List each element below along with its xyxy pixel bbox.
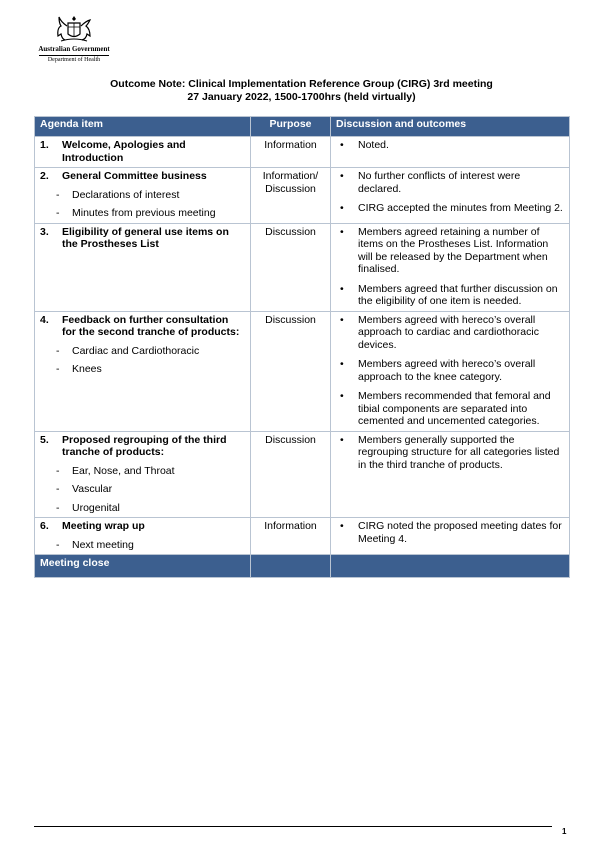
meeting-close-empty-cell xyxy=(331,555,570,578)
title-line-1: Outcome Note: Clinical Implementation Reference Group (CIRG) 3rd meeting xyxy=(110,78,493,90)
bullet-glyph: • xyxy=(340,390,344,402)
title-line-2: 27 January 2022, 1500-1700hrs (held virtually) xyxy=(187,91,416,103)
bullet-glyph: • xyxy=(340,358,344,370)
outcomes-cell xyxy=(331,518,570,555)
header-discussion: Discussion and outcomes xyxy=(331,117,570,137)
table-header-row xyxy=(35,117,570,137)
sub-item-label: Urogenital xyxy=(72,501,120,514)
sub-item xyxy=(40,539,245,552)
footer-rule xyxy=(34,826,552,827)
outcome-bullet xyxy=(336,390,564,428)
dash-glyph: - xyxy=(56,363,60,375)
sub-item-label: Minutes from previous meeting xyxy=(72,207,216,219)
outcome-text: Members agreed with hereco’s overall approach to cardiac and cardiothoracic devices. xyxy=(358,313,539,351)
purpose-cell: Information xyxy=(251,137,331,168)
purpose-cell: Information/ Discussion xyxy=(251,168,331,224)
outcome-bullet xyxy=(336,202,564,215)
sub-item xyxy=(40,189,245,202)
outcome-text: Noted. xyxy=(358,139,389,151)
agenda-item-cell xyxy=(35,168,251,224)
outcome-text: No further conflicts of interest were declared. xyxy=(358,170,521,195)
table-row xyxy=(35,518,570,555)
outcome-text: CIRG noted the proposed meeting dates for Meeting 4. xyxy=(358,520,562,545)
bullet-glyph: • xyxy=(340,313,344,326)
item-number: 5. xyxy=(40,433,49,446)
outcome-text: Members agreed with hereco’s overall approach to the knee category. xyxy=(358,358,536,383)
outcome-text: Members agreed retaining a number of items on the Prostheses List. Information will be released by the Department when finalised. xyxy=(358,225,549,275)
agenda-item-cell xyxy=(35,518,251,555)
bullet-glyph: • xyxy=(340,170,344,182)
outcomes-cell xyxy=(331,137,570,168)
coat-of-arms-icon xyxy=(51,14,97,44)
meeting-close-label: Meeting close xyxy=(35,555,251,578)
outcome-text: Members recommended that femoral and tibial components are separated into cemented and uncemented categories. xyxy=(358,390,551,427)
crest-divider xyxy=(39,55,109,56)
government-crest-logo xyxy=(34,14,114,64)
dash-glyph: - xyxy=(56,483,60,495)
agenda-item-title xyxy=(40,314,245,339)
dash-glyph: - xyxy=(56,464,60,477)
outcome-text: Members generally supported the regrouping structure for all categories listed in the third tranche of products. xyxy=(358,433,560,471)
item-title: Proposed regrouping of the third tranche of products: xyxy=(62,433,227,458)
outcome-bullet xyxy=(336,226,564,276)
outcomes-cell xyxy=(331,431,570,518)
page-number: 1 xyxy=(562,827,567,836)
sub-item xyxy=(40,207,245,220)
agenda-table xyxy=(34,116,570,578)
sub-item xyxy=(40,345,245,358)
document-title xyxy=(0,78,603,104)
outcomes-cell xyxy=(331,223,570,311)
agenda-item-cell xyxy=(35,431,251,518)
table-row xyxy=(35,137,570,168)
outcome-bullet xyxy=(336,283,564,308)
item-number: 1. xyxy=(40,139,49,151)
outcome-text: Members agreed that further discussion on the eligibility of one item is needed. xyxy=(358,282,558,307)
sub-item-label: Vascular xyxy=(72,483,113,495)
bullet-glyph: • xyxy=(340,282,344,295)
agenda-item-title xyxy=(40,170,245,183)
table-row xyxy=(35,311,570,431)
purpose-cell: Information xyxy=(251,518,331,555)
outcome-bullet xyxy=(336,520,564,545)
dash-glyph: - xyxy=(56,207,60,219)
sub-item xyxy=(40,502,245,515)
outcome-bullet xyxy=(336,139,564,152)
sub-item xyxy=(40,483,245,496)
sub-item xyxy=(40,465,245,478)
dash-glyph: - xyxy=(56,538,60,551)
table-row xyxy=(35,168,570,224)
purpose-cell: Discussion xyxy=(251,223,331,311)
outcomes-cell xyxy=(331,311,570,431)
sub-item-label: Cardiac and Cardiothoracic xyxy=(72,344,200,357)
sub-item-label: Next meeting xyxy=(72,538,134,551)
item-number: 3. xyxy=(40,225,49,238)
dash-glyph: - xyxy=(56,501,60,514)
item-title: Welcome, Apologies and Introduction xyxy=(62,139,186,164)
outcome-bullet xyxy=(336,170,564,195)
dash-glyph: - xyxy=(56,344,60,357)
table-row xyxy=(35,223,570,311)
dash-glyph: - xyxy=(56,188,60,201)
bullet-glyph: • xyxy=(340,139,344,151)
bullet-glyph: • xyxy=(340,433,344,446)
item-title: Feedback on further consultation for the second tranche of products: xyxy=(62,313,240,338)
meeting-close-empty-cell xyxy=(251,555,331,578)
agenda-item-title xyxy=(40,434,245,459)
outcomes-cell xyxy=(331,168,570,224)
sub-item-label: Declarations of interest xyxy=(72,188,180,201)
agenda-item-cell xyxy=(35,311,251,431)
agenda-item-cell xyxy=(35,137,251,168)
department-name: Department of Health xyxy=(47,57,101,63)
purpose-cell: Discussion xyxy=(251,431,331,518)
agenda-item-cell xyxy=(35,223,251,311)
bullet-glyph: • xyxy=(340,202,344,214)
bullet-glyph: • xyxy=(340,520,344,532)
agenda-item-title xyxy=(40,226,245,251)
bullet-glyph: • xyxy=(340,225,344,238)
header-purpose: Purpose xyxy=(251,117,331,137)
agenda-item-title xyxy=(40,139,245,164)
outcome-bullet xyxy=(336,434,564,472)
table-row xyxy=(35,431,570,518)
outcome-bullet xyxy=(336,314,564,352)
header-agenda-item: Agenda item xyxy=(35,117,251,137)
purpose-cell: Discussion xyxy=(251,311,331,431)
meeting-close-row xyxy=(35,555,570,578)
item-title: Eligibility of general use items on the Prostheses List xyxy=(62,225,229,250)
sub-item-label: Knees xyxy=(72,363,102,375)
item-number: 4. xyxy=(40,313,49,326)
agenda-item-title xyxy=(40,520,245,533)
outcome-text: CIRG accepted the minutes from Meeting 2. xyxy=(358,202,563,214)
item-title: General Committee business xyxy=(62,170,207,182)
item-number: 6. xyxy=(40,520,49,532)
item-title: Meeting wrap up xyxy=(62,520,145,532)
sub-item xyxy=(40,363,245,376)
agenda-body xyxy=(35,137,570,555)
outcome-bullet xyxy=(336,358,564,383)
item-number: 2. xyxy=(40,170,49,182)
government-name: Australian Government xyxy=(38,45,110,53)
sub-item-label: Ear, Nose, and Throat xyxy=(72,464,175,477)
